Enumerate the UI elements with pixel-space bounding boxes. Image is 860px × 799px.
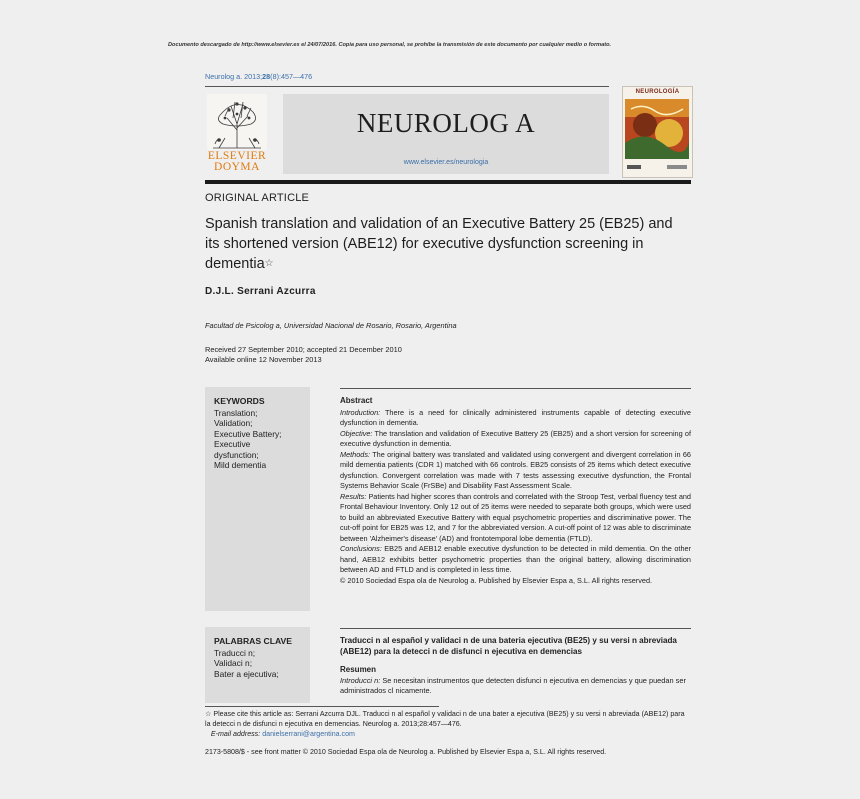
resumen-introduction — [340, 676, 691, 697]
spanish-title: Traducci n al español y validaci n de una bateria ejecutiva (BE25) y su versi n abreviada (ABE12) para la detecci n de disfunci n ejecutiva en demencias — [340, 636, 677, 656]
keywords-heading: KEYWORDS — [214, 396, 265, 406]
citation-pages: :457—476 — [278, 72, 313, 81]
download-notice: Documento descargado de http://www.elsevier.es el 24/07/2016. Copia para uso personal, se prohíbe la transmisión de este documento por cualquier medio o formato. — [168, 42, 612, 48]
resumen-intro-label: Introducci n: — [340, 675, 381, 685]
abstract-intro-label: Introduction: — [340, 407, 381, 417]
author-affiliation: Facultad de Psicolog a, Universidad Nacional de Rosario, Rosario, Argentina — [205, 321, 457, 330]
cover-footer-icon — [627, 163, 687, 171]
journal-banner — [283, 94, 609, 174]
abstract-rule — [340, 388, 691, 389]
abstract-objective-text: The translation and validation of Executive Battery 25 (EB25) and a short version for screening of executive dysfunction in dementia. — [340, 428, 691, 448]
footnote-star-icon: ☆ — [205, 710, 212, 718]
publisher-name: ELSEVIER — [207, 150, 267, 162]
article-dates — [205, 345, 402, 365]
palabras-heading: PALABRAS CLAVE — [214, 636, 292, 646]
journal-cover — [622, 86, 693, 178]
cover-image-icon — [625, 99, 689, 159]
resumen-heading: Resumen — [340, 665, 377, 674]
publisher-sub: DOYMA — [214, 161, 260, 173]
abstract-conclusions — [340, 544, 691, 576]
abstract-conclusions-text: EB25 and AEB12 enable executive dysfunction to be detected in mild dementia. On the other hand, AEB12 exhibits better psychometric properties than the original battery, allowing discrimination between AD and FTLD and is completed in less time. — [340, 544, 691, 574]
received-date: Received 27 September 2010; accepted 21 December 2010 — [205, 345, 402, 354]
abstract-results-label: Results: — [340, 491, 367, 501]
spanish-abstract — [340, 665, 691, 697]
citation-footnote — [205, 709, 685, 729]
footnote — [205, 709, 685, 739]
abstract-objective — [340, 429, 691, 450]
abstract-methods-text: The original battery was translated and validated using convergent and divergent correlation in 66 mild dementia patients (CDR 1) matched with 66 controls. EB25 consists of 25 items which detect executive dysfunction. Convergent correlation was made with 7 tests assessing executive dysfunction, the Frontal Systems Behavior Scale (FrSBe) and Disability Fast Assessment Scale. — [340, 449, 691, 490]
keywords-list — [214, 408, 282, 470]
palabras-clave-box — [205, 627, 310, 703]
citation-year: 2013; — [244, 72, 263, 81]
resumen-intro-text: Se necesitan instrumentos que detecten disfunci n ejecutiva en demencias y que puedan ser administrados cl nicamente. — [340, 675, 686, 695]
keyword-item: Executive Battery; — [214, 428, 282, 439]
abstract-introduction — [340, 408, 691, 429]
front-matter-copyright: 2173-5808/$ - see front matter © 2010 Sociedad Espa ola de Neurolog a. Published by Elsevier Espa a, S.L. All rights reserved. — [205, 748, 607, 756]
keyword-item: Translation; — [214, 408, 258, 418]
email-link[interactable]: danielserrani@argentina.com — [262, 730, 355, 738]
keyword-item: Executive — [214, 439, 251, 450]
journal-title: NEUROLOG A — [356, 108, 536, 138]
palabra-item: Traducci n; — [214, 648, 256, 658]
keywords-box — [205, 387, 310, 611]
article-title-text: Spanish translation and validation of an Executive Battery 25 (EB25) and its shortened version (ABE12) for executive dysfunction screening in dementia — [205, 216, 673, 272]
abstract-results — [340, 492, 691, 545]
citation-volume: 28 — [262, 72, 271, 81]
online-date: Available online 12 November 2013 — [205, 355, 322, 364]
citation-journal: Neurolog a. — [205, 72, 243, 81]
abstract-objective-label: Objective: — [340, 428, 373, 438]
title-footnote-star-icon[interactable]: ☆ — [264, 258, 274, 269]
journal-url-link[interactable]: www.elsevier.es/neurologia — [403, 159, 489, 166]
abstract-copyright: © 2010 Sociedad Espa ola de Neurolog a. Published by Elsevier Espa a, S.L. All rights reserved. — [340, 575, 653, 585]
cover-title: NEUROLOGÍA — [635, 89, 680, 95]
footnote-cite-text: Please cite this article as: Serrani Azcurra DJL. Traducci n al español y validaci n de una bater a ejecutiva (BE25) y su versi n abreviada (ABE12) para la detecci n de disfunci n ejecutiva en demencias. Neurolog a. 2013;28:457—476. — [205, 710, 685, 728]
email-footnote — [205, 729, 685, 739]
article-title — [205, 214, 675, 274]
palabras-list — [214, 648, 279, 679]
abstract-results-text: Patients had higher scores than controls and correlated with the Stroop Test, verbal fluency test and Frontal Behaviour Inventory. Only 12 out of 25 items were needed to separate both groups, which were used to build an abbreviated Executive Battery with equal psychometric properties and discriminative power. The cut-off point for EB25 was 12, and 7 for the abbreviated version. A cut-off point of 12 was able to discriminate between 'Alzheimer's disease' (AD) and frontotemporal lobe dementia (FTLD). — [340, 491, 691, 543]
citation-issue: (8) — [270, 72, 279, 81]
author-name: D.J.L. Serrani Azcurra — [205, 286, 316, 297]
spanish-abstract-rule — [340, 628, 691, 629]
keyword-item: dysfunction; — [214, 449, 259, 460]
elsevier-tree-icon — [207, 94, 267, 150]
abstract-methods-label: Methods: — [340, 449, 371, 459]
header-top-rule — [205, 86, 609, 87]
abstract-intro-text: There is a need for clinically administered instruments capable of detecting executive dysfunction in dementia. — [340, 407, 691, 427]
elsevier-logo — [205, 94, 269, 176]
abstract-methods — [340, 450, 691, 492]
palabra-item: Validaci n; — [214, 658, 253, 669]
abstract — [340, 396, 691, 586]
citation-line[interactable] — [205, 72, 312, 81]
header-divider — [205, 180, 691, 184]
abstract-conclusions-label: Conclusions: — [340, 544, 382, 553]
keyword-item: Mild dementia — [214, 460, 267, 471]
email-label: E-mail address: — [210, 730, 261, 738]
abstract-heading: Abstract — [340, 396, 373, 405]
footnote-rule — [205, 706, 439, 707]
section-label: ORIGINAL ARTICLE — [205, 192, 310, 204]
palabra-item: Bater a ejecutiva; — [214, 668, 279, 679]
keyword-item: Validation; — [214, 418, 253, 429]
